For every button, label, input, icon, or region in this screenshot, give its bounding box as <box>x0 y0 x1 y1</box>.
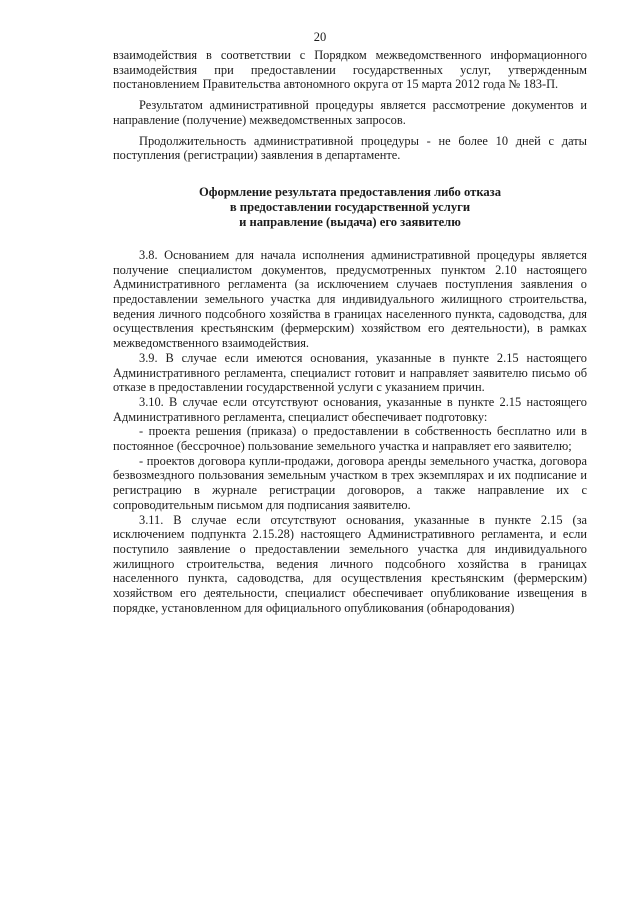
paragraph-3-11: 3.11. В случае если отсутствуют основания, указанные в пункте 2.15 (за исключением подпункта 2.15.28) настоящего Административного регламента, и если поступило заявление о предоставлении земельного участка для индивидуального жилищного строительства, ведения личного подсобного хозяйства в границах населенного пункта, садоводства, для осуществления крестьянским (фермерским) хозяйством его деятельности, специалист обеспечивает опубликование извещения в порядке, установленном для официального опубликования (обнародования) <box>113 512 587 615</box>
paragraph-continuation: взаимодействия в соответствии с Порядком межведомственного информационного взаимодействия при предоставлении государственных услуг, утвержденным постановлением Правительства автономного округа от 15 марта 2012 года № 183-П. <box>113 48 587 92</box>
section-heading-line-3: и направление (выдача) его заявителю <box>239 214 461 229</box>
list-item-contract-drafts: - проектов договора купли-продажи, договора аренды земельного участка, договора безвозмездного пользования земельным участком в трех экземплярах и их подписание и регистрацию в журнале регистрации договоров, а также направление их с сопроводительным письмом для подписания заявителю. <box>113 453 587 512</box>
section-heading <box>113 185 587 230</box>
paragraph-duration: Продолжительность административной процедуры - не более 10 дней с даты поступления (регистрации) заявления в департаменте. <box>113 133 587 163</box>
section-heading-line-2: в предоставлении государственной услуги <box>229 199 471 214</box>
paragraph-3-10: 3.10. В случае если отсутствуют основания, указанные в пункте 2.15 настоящего Административного регламента, специалист обеспечивает подготовку: <box>113 394 587 424</box>
document-body <box>113 48 587 616</box>
section-heading-line-1: Оформление результата предоставления либо отказа <box>198 184 502 199</box>
page-number: 20 <box>313 30 327 44</box>
paragraph-result: Результатом административной процедуры является рассмотрение документов и направление (получение) межведомственных запросов. <box>113 98 587 127</box>
paragraph-3-9: 3.9. В случае если имеются основания, указанные в пункте 2.15 настоящего Административного регламента, специалист готовит и направляет заявителю письмо об отказе в предоставлении государственной услуги с указанием причин. <box>113 350 587 395</box>
paragraph-3-8: 3.8. Основанием для начала исполнения административной процедуры является получение специалистом документов, предусмотренных пунктом 2.10 настоящего Административного регламента (за исключением случаев поступления заявления о предоставлении земельного участка для индивидуального жилищного строительства, ведения личного подсобного хозяйства в границах населенного пункта, садоводства, для осуществления крестьянским (фермерским) хозяйством его деятельности), в рамках межведомственного взаимодействия. <box>113 247 587 351</box>
list-item-decision-draft: - проекта решения (приказа) о предоставлении в собственность бесплатно или в постоянное (бессрочное) пользование земельного участка и направляет его заявителю; <box>113 424 587 454</box>
